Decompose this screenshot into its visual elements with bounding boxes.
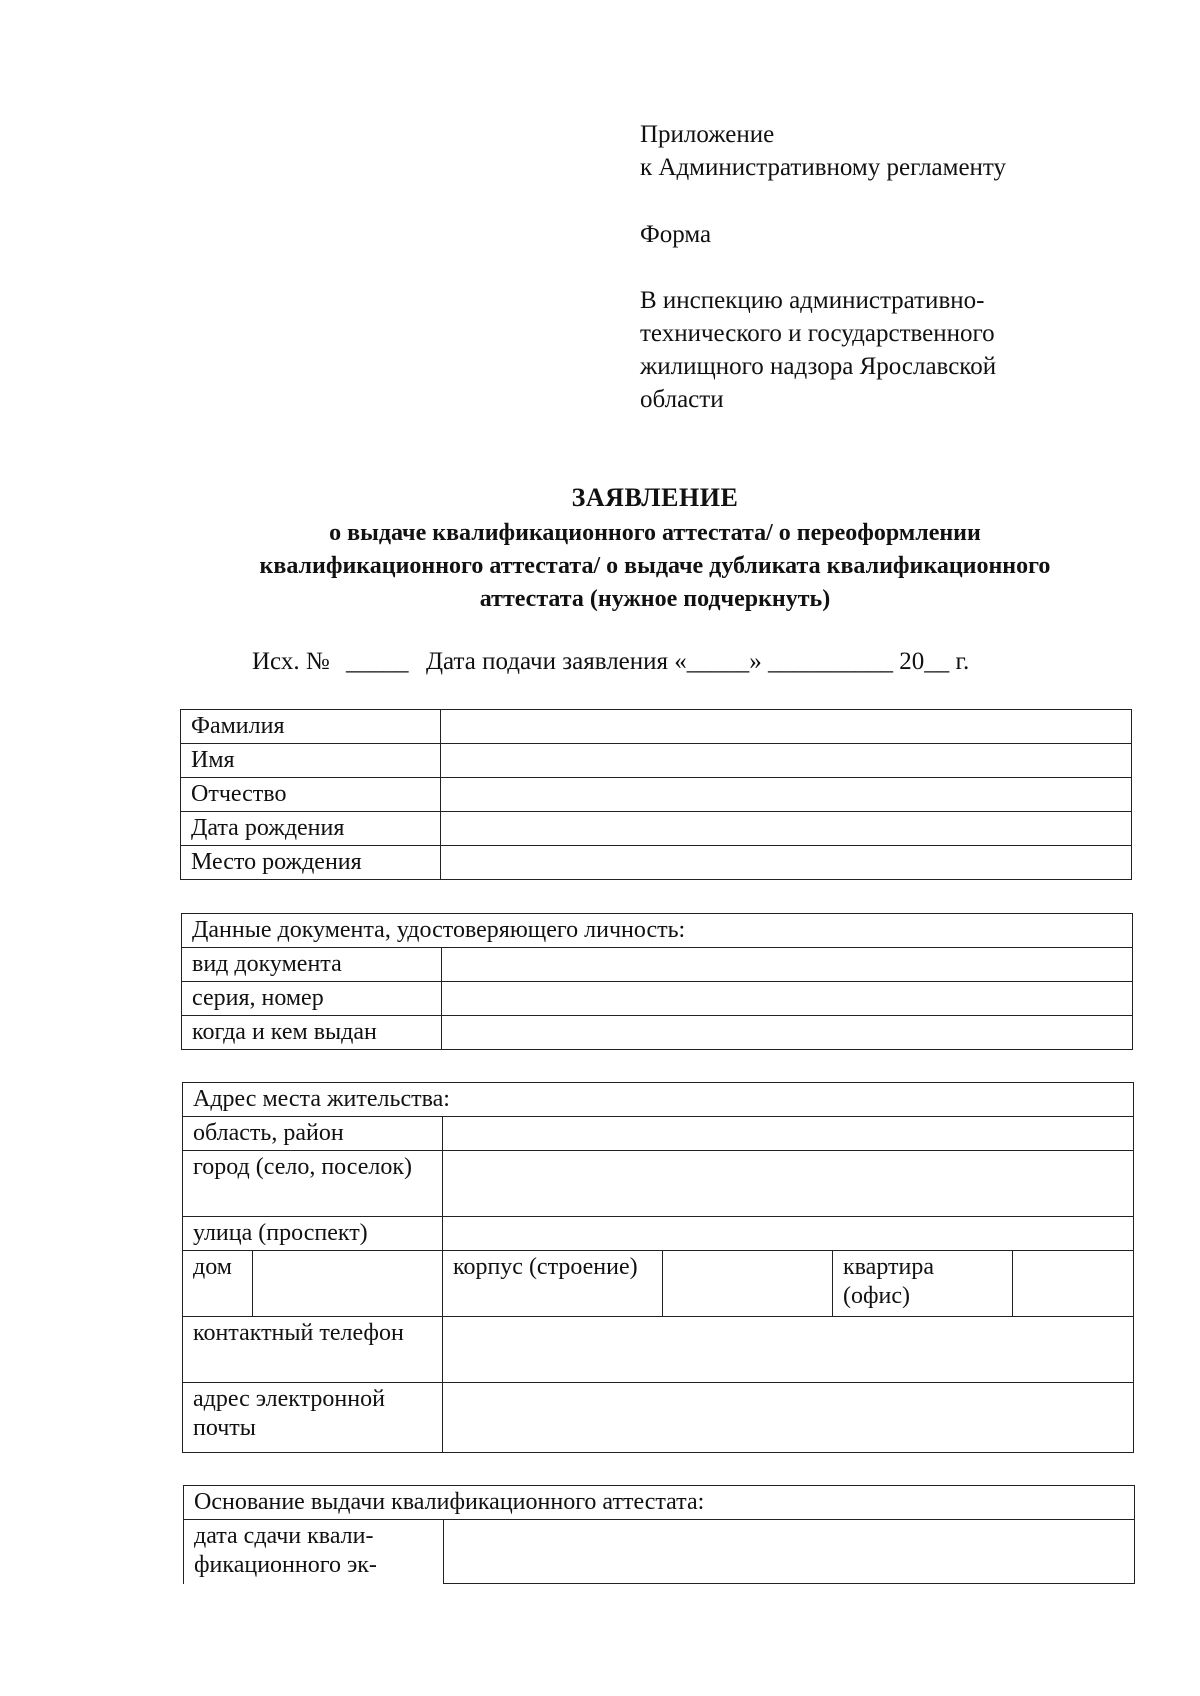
street-label: улица (проспект) [183, 1217, 443, 1251]
addressee-line-4: области [640, 386, 724, 413]
house-label: дом [183, 1251, 253, 1317]
surname-field[interactable] [441, 710, 1132, 744]
region-field[interactable] [443, 1117, 1134, 1151]
personal-data-table [180, 709, 1132, 880]
identity-section-heading: Данные документа, удостоверяющего личность: [182, 914, 1133, 948]
table-row [183, 1251, 1134, 1317]
patronymic-label: Отчество [181, 778, 441, 812]
document-type-field[interactable] [442, 948, 1133, 982]
table-row [182, 948, 1133, 982]
issued-by-field[interactable] [442, 1016, 1133, 1050]
exam-date-label: дата сдачи квали-фикационного эк- [184, 1520, 444, 1584]
building-label: корпус (строение) [443, 1251, 663, 1317]
document-type-label: вид документа [182, 948, 442, 982]
series-number-field[interactable] [442, 982, 1133, 1016]
document-subtitle-line-1: о выдаче квалификационного аттестата/ о переоформлении [329, 520, 981, 546]
outgoing-number-field[interactable]: _____ [346, 648, 409, 675]
table-row [183, 1117, 1134, 1151]
table-row [181, 846, 1132, 880]
document-subtitle-line-3: аттестата (нужное подчеркнуть) [479, 586, 831, 612]
phone-field[interactable] [443, 1317, 1134, 1383]
birth-place-field[interactable] [441, 846, 1132, 880]
table-row [182, 914, 1133, 948]
email-field[interactable] [443, 1383, 1134, 1453]
table-row [181, 778, 1132, 812]
city-label: город (село, поселок) [183, 1151, 443, 1217]
region-label: область, район [183, 1117, 443, 1151]
table-row [181, 812, 1132, 846]
address-section-heading: Адрес места жительства: [183, 1083, 1134, 1117]
issued-by-label: когда и кем выдан [182, 1016, 442, 1050]
basis-section-heading: Основание выдачи квалификационного аттестата: [184, 1486, 1135, 1520]
table-row [183, 1151, 1134, 1217]
table-row [181, 744, 1132, 778]
table-row [181, 710, 1132, 744]
appendix-label: Приложение [640, 121, 775, 148]
table-row [184, 1486, 1135, 1520]
document-title: ЗАЯВЛЕНИЕ [571, 483, 739, 512]
table-row [182, 982, 1133, 1016]
birth-date-field[interactable] [441, 812, 1132, 846]
exam-date-field[interactable] [444, 1520, 1135, 1584]
series-number-label: серия, номер [182, 982, 442, 1016]
issuance-basis-table [183, 1485, 1135, 1584]
table-row [184, 1520, 1135, 1584]
birth-place-label: Место рождения [181, 846, 441, 880]
table-row [183, 1317, 1134, 1383]
document-subtitle-line-2: квалификационного аттестата/ о выдаче дубликата квалификационного [259, 553, 1051, 579]
identity-document-table [181, 913, 1133, 1050]
table-row [183, 1217, 1134, 1251]
form-label: Форма [640, 221, 712, 248]
patronymic-field[interactable] [441, 778, 1132, 812]
street-field[interactable] [443, 1217, 1134, 1251]
city-field[interactable] [443, 1151, 1134, 1217]
outgoing-number-label: Исх. № [252, 648, 330, 675]
addressee-line-2: технического и государственного [640, 320, 995, 347]
name-label: Имя [181, 744, 441, 778]
table-row [182, 1016, 1133, 1050]
apartment-field[interactable] [1013, 1251, 1134, 1317]
surname-label: Фамилия [181, 710, 441, 744]
building-field[interactable] [663, 1251, 833, 1317]
table-row [183, 1383, 1134, 1453]
email-label: адрес электронной почты [183, 1383, 443, 1453]
regulation-reference: к Административному регламенту [640, 154, 1007, 181]
phone-label: контактный телефон [183, 1317, 443, 1383]
address-table [182, 1082, 1134, 1453]
addressee-line-1: В инспекцию административно- [640, 287, 985, 314]
house-field[interactable] [253, 1251, 443, 1317]
name-field[interactable] [441, 744, 1132, 778]
submission-date-field[interactable]: Дата подачи заявления «_____» __________ 20__ г. [426, 648, 970, 675]
apartment-label: квартира (офис) [833, 1251, 1013, 1317]
table-row [183, 1083, 1134, 1117]
addressee-line-3: жилищного надзора Ярославской [640, 353, 997, 380]
birth-date-label: Дата рождения [181, 812, 441, 846]
